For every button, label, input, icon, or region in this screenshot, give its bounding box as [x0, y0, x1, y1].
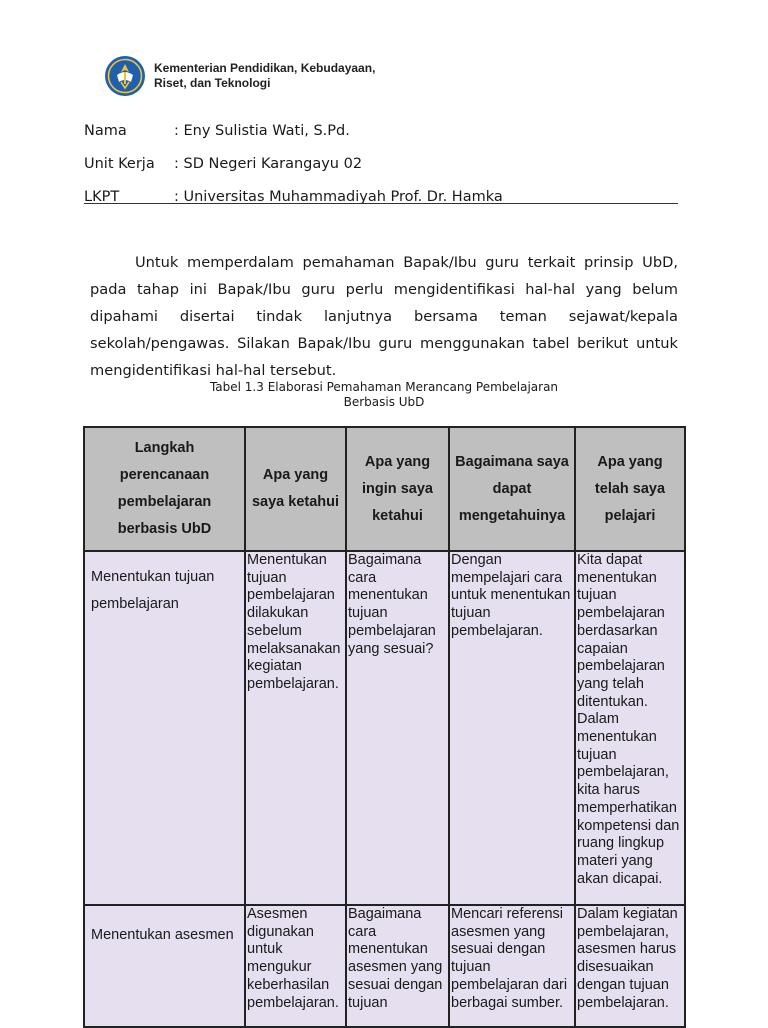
identity-row-unit-kerja: [84, 147, 678, 180]
table-caption-line2: Berbasis UbD: [343, 395, 425, 409]
identity-block: [84, 114, 678, 213]
table-cell: Dengan mempelajari cara untuk menentukan tujuan pembelajaran.: [449, 551, 575, 905]
identity-row-lkpt: [84, 180, 678, 213]
table-row: [84, 551, 685, 905]
ministry-name-line2: Riset, dan Teknologi: [154, 76, 271, 90]
intro-paragraph: Untuk memperdalam pemahaman Bapak/Ibu guru terkait prinsip UbD, pada tahap ini Bapak/Ibu guru perlu mengidentifikasi hal-hal yang belum dipahami disertai tindak lanjutnya bersama teman sejawat/kepala sekolah/pengawas. Silakan Bapak/Ibu guru menggunakan tabel berikut untuk mengidentifikasi hal-hal tersebut.: [90, 253, 678, 379]
tut-wuri-handayani-logo-icon: [104, 55, 146, 97]
identity-divider: [84, 203, 678, 204]
table-header-row: [84, 427, 685, 551]
header-langkah: Langkah perencanaan pembelajaran berbasis UbD: [84, 427, 245, 551]
ministry-header: [104, 54, 375, 98]
identity-label: LKPT: [84, 188, 120, 205]
table-cell: Asesmen digunakan untuk mengukur keberhasilan pembelajaran.: [245, 905, 346, 1027]
ubd-elaboration-table: [83, 426, 686, 1028]
table-cell: Menentukan asesmen: [84, 905, 245, 1027]
table-cell: Mencari referensi asesmen yang sesuai dengan tujuan pembelajaran dari berbagai sumber.: [449, 905, 575, 1027]
table-cell: Bagaimana cara menentukan asesmen yang sesuai dengan tujuan: [346, 905, 449, 1027]
table-caption: [184, 380, 584, 410]
header-ingin-ketahui: Apa yang ingin saya ketahui: [346, 427, 449, 551]
identity-label: Unit Kerja: [84, 155, 155, 172]
identity-value: : SD Negeri Karangayu 02: [174, 155, 363, 172]
identity-value: : Eny Sulistia Wati, S.Pd.: [174, 122, 350, 139]
header-saya-ketahui: Apa yang saya ketahui: [245, 427, 346, 551]
table-caption-line1: Tabel 1.3 Elaborasi Pemahaman Merancang Pembelajaran: [209, 380, 559, 394]
ministry-name: [154, 61, 375, 91]
table-row: [84, 905, 685, 1027]
identity-label: Nama: [84, 122, 127, 139]
table-cell: Menentukan tujuan pembelajaran: [84, 551, 245, 905]
table-cell: Menentukan tujuan pembelajaran dilakukan sebelum melaksanakan kegiatan pembelajaran.: [245, 551, 346, 905]
header-telah-pelajari: Apa yang telah saya pelajari: [575, 427, 685, 551]
identity-row-nama: [84, 114, 678, 147]
table-cell: Bagaimana cara menentukan tujuan pembelajaran yang sesuai?: [346, 551, 449, 905]
table-cell: Dalam kegiatan pembelajaran, asesmen harus disesuaikan dengan tujuan pembelajaran.: [575, 905, 685, 1027]
header-bagaimana: Bagaimana saya dapat mengetahuinya: [449, 427, 575, 551]
identity-value: : Universitas Muhammadiyah Prof. Dr. Hamka: [174, 188, 503, 205]
ministry-name-line1: Kementerian Pendidikan, Kebudayaan,: [154, 61, 376, 75]
table-cell: Kita dapat menentukan tujuan pembelajaran berdasarkan capaian pembelajaran yang telah ditentukan. Dalam menentukan tujuan pembelajaran, kita harus memperhatikan kompetensi dan ruang lingkup materi yang akan dicapai.: [575, 551, 685, 905]
